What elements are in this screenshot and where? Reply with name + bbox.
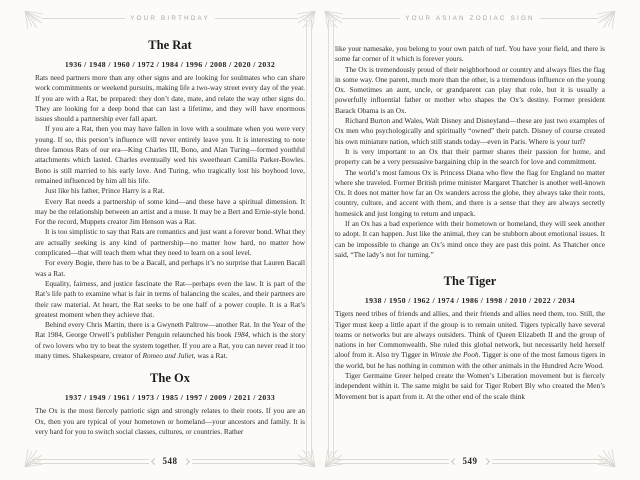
paragraph: The Ox is tremendously proud of their neighborhood or country and always flies the flag in some way. One parent, much more than the other, is a tremendous influence on the young Ox. Sometimes an aunt, uncle, or grandparent can play that role, but it is usually a powerfully influential father or mother who shapes the Ox’s destiny. Former president Barack Obama is an Ox. <box>335 64 605 115</box>
header-rule <box>540 18 598 19</box>
spine-rule <box>328 20 334 458</box>
header-rule <box>342 18 400 19</box>
page-right <box>330 8 610 472</box>
footer-rule <box>192 459 309 464</box>
running-head: YOUR ASIAN ZODIAC SIGN <box>405 14 535 22</box>
paragraph: If an Ox has a bad experience with their hometown or homeland, they will seek another to adopt. It can happen. Just like the animal, they can be stubborn about emotional issues. It can be impossible to change an Ox’s mind once they are past this point. As Thatcher once said, “The lady’s not for turning.” <box>335 219 605 259</box>
page-number: 549 <box>462 456 478 466</box>
chevron-left-icon <box>450 457 457 464</box>
rat-years: 1936 / 1948 / 1960 / 1972 / 1984 / 1996 / 2008 / 2020 / 2032 <box>64 60 276 69</box>
paragraph: It is very important to an Ox that their partner shares their passion for home, and property can be a very persuasive bargaining chip in the search for love and commitment. <box>335 146 605 167</box>
paragraph: Equality, fairness, and justice fascinate the Rat—perhaps even the law. It is part of the Rat’s life path to examine what is fair in terms of balancing the scales, and their partners are their raw material. At heart, the Rat seeks to be one half of a power couple. It is a Rat’s greatest moment when they achieve that. <box>35 278 305 319</box>
page-left <box>30 8 310 472</box>
ox-years: 1937 / 1949 / 1961 / 1973 / 1985 / 1997 / 2009 / 2021 / 2033 <box>64 393 276 403</box>
chevron-right-icon <box>482 457 489 464</box>
paragraph: If you are a Rat, then you may have fallen in love with a soulmate when you were very young. If so, this person’s influence will never entirely leave you. It is interesting to note three famous Rats of our era—King Charles III, Bono, and Alan Turing—formed youthful attachments which lasted. Charles eventually wed his sweetheart Camilla Parker-Bowles. Bono is still married to his early love. And Turing, who tragically lost his boyhood love, remained influenced by him all his life. <box>35 124 305 185</box>
section-title-ox: The Ox <box>150 371 190 386</box>
paragraph: The Ox is the most fiercely patriotic sign and strongly relates to their roots. If you are an Ox, then you are typical of your hometown or homeland—your ancestors and family. It is very hard for you to switch social classes, cultures, or countries. Rather <box>35 406 305 436</box>
corner-flourish-icon <box>24 10 44 30</box>
paragraph: For every Bogie, there has to be a Bacall, and perhaps it’s no surprise that Lauren Bacall was a Rat. <box>35 258 305 278</box>
spine-rule <box>306 20 312 458</box>
footer-rule <box>32 459 149 464</box>
page-footer <box>332 456 608 466</box>
tiger-years: 1938 / 1950 / 1962 / 1974 / 1986 / 1998 / 2010 / 2022 / 2034 <box>364 296 576 306</box>
footer-rule <box>492 459 609 464</box>
section-title-tiger: The Tiger <box>443 274 497 289</box>
paragraph: Every Rat needs a partnership of some kind—and these have a spiritual dimension. It may be the relationship between an artist and a muse. It may be a Bert and Ernie-style bond. For the record, Muppets creator Jim Henson was a Rat. <box>35 196 305 227</box>
running-head-row <box>42 12 298 24</box>
page-body <box>35 38 305 437</box>
paragraph: like your namesake, you belong to your own patch of turf. You have your field, and there is some far corner of it which is forever yours. <box>335 44 605 64</box>
paragraph: It is too simplistic to say that Rats are romantics and just want a forever bond. What they are actually seeking is any kind of partnership—no matter how hard, no matter how complicated—that will teach them what they need to learn on a soul level. <box>35 227 305 258</box>
footer-rule <box>332 459 449 464</box>
page-number: 548 <box>162 456 178 466</box>
chevron-left-icon <box>150 457 157 464</box>
paragraph: The world’s most famous Ox is Princess Diana who flew the flag for England no matter where she traveled. Former British prime minister Margaret Thatcher is another well-known Ox. It does not matter how far an Ox wanders across the globe, they always take their roots, country, culture, and accent with them, and there is a sense that they are always secretly homesick and just longing to return and unpack. <box>335 167 605 218</box>
running-head-row <box>342 12 598 24</box>
header-rule <box>215 18 298 19</box>
paragraph: Tigers need tribes of friends and allies, and their friends and allies need them, too. Still, the Tiger must keep a little apart if the group is to remain united. Tigers typically have several teams or networks but are always outsiders. Think of Queen Elizabeth II and the group of nations in her Commonwealth. She ruled this global network, but necessarily held herself aloof from it. Also try Tigger in Winnie the Pooh. Tigger is one of the most famous tigers in the world, but he has nothing in common with the other animals in the Hundred Acre Wood. <box>335 309 605 370</box>
paragraph: Just like his father, Prince Harry is a Rat. <box>45 186 165 196</box>
running-head: YOUR BIRTHDAY <box>130 14 210 22</box>
corner-flourish-icon <box>324 10 344 30</box>
corner-flourish-icon <box>596 10 616 30</box>
chevron-right-icon <box>182 457 189 464</box>
paragraph: Behind every Chris Martin, there is a Gwyneth Paltrow—another Rat. In the Year of the Rat 1984, George Orwell’s publisher Penguin relaunched his book 1984, which is the story of two lovers who try to beat the system together. If you are a Rat, you can never read it too many times. Shakespeare, creator of Romeo and Juliet, was a Rat. <box>35 320 305 361</box>
page-body <box>335 44 605 402</box>
section-title-rat: The Rat <box>148 38 192 52</box>
header-rule <box>42 18 125 19</box>
paragraph: Richard Burton and Wales, Walt Disney and Disneyland—these are just two examples of Ox men who psychologically and spiritually “owned” their patch. Disney of course created his own miniature nation, which still stands today—even in Paris. Where is your turf? <box>335 116 605 146</box>
paragraph: Tiger Germaine Greer helped create the Women’s Liberation movement but is fiercely independent within it. The same might be said for Tiger Robert Bly who created the Men’s Movement but is apart from it. At the other end of the scale think <box>335 371 605 401</box>
paragraph: Rats need partners more than any other signs and are looking for soulmates who can share work commitments or weekend pursuits, making life a two-way street every day of the year. If you are with a Rat, be prepared: they don’t date, mate, and relate the way other signs do. They are looking for a deep bond that can last a lifetime, and they will have enormous issues should a partnership ever fall apart. <box>35 73 305 124</box>
page-footer <box>32 456 308 466</box>
